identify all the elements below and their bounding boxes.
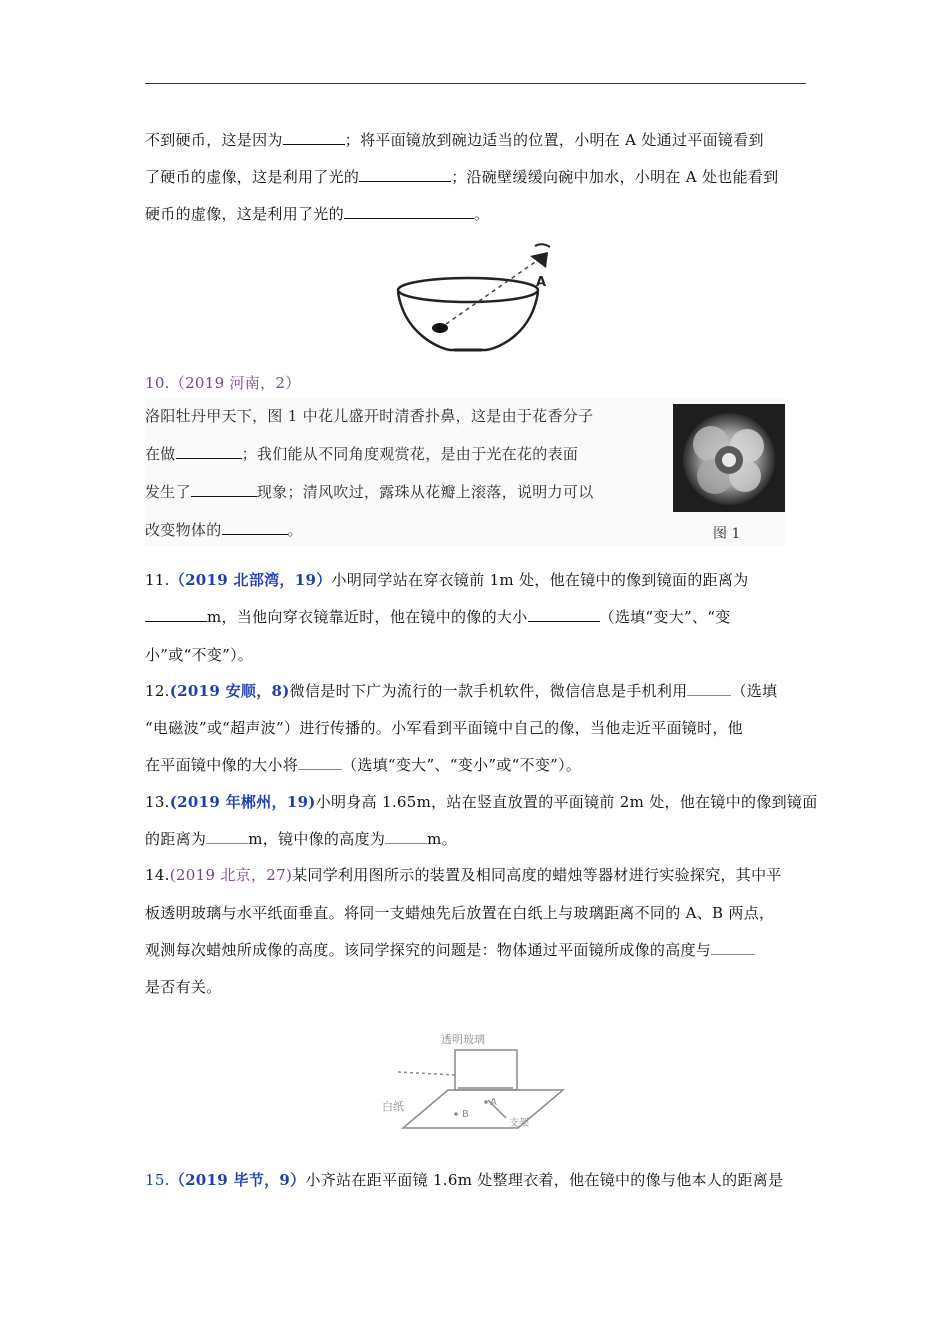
q10-line-4 [145,520,645,540]
point-b-label: B [462,1109,469,1120]
white-paper [403,1090,563,1128]
answer-blank[interactable] [687,681,731,696]
q13-line-1 [145,792,818,812]
answer-blank[interactable] [711,940,755,955]
question-source: (2019 安顺，8) [169,682,290,700]
question-number: 15. [145,1171,170,1189]
q14-line-1 [145,865,806,885]
q9-line-3 [145,204,806,224]
q9-text: 硬币的虚像，这是利用了光的 [145,205,344,223]
q12-line-1 [145,681,806,701]
paper-label: 白纸 [382,1100,404,1113]
q13-line-2 [145,829,806,849]
answer-blank[interactable] [283,130,345,145]
question-number: 12. [145,682,170,700]
q13-text: m。 [427,830,457,848]
q11-line-2 [145,607,806,627]
question-number: 13. [145,793,170,811]
q10-header [145,373,806,393]
q10-text: 洛阳牡丹甲天下，图 1 中花儿盛开时清香扑鼻，这是由于花香分子 [145,407,594,425]
answer-blank[interactable] [344,204,474,219]
q12-text: 在平面镜中像的大小将 [145,756,299,774]
q11-text: m，当他向穿衣镜靠近时，他在镜中的像的大小 [207,608,528,626]
header-rule [145,83,806,84]
q9-text: ；沿碗壁缓缓向碗中加水，小明在 A 处也能看到 [451,168,779,186]
q14-line-3 [145,940,806,960]
question-source: (2019 北京，27) [169,866,293,884]
point-a-label: A [536,275,547,290]
figure-caption: 图 1 [713,526,741,542]
point-a-dot [484,1100,488,1104]
answer-blank[interactable] [385,829,427,844]
q13-text: 小明身高 1.65m，站在竖直放置的平面镜前 2m 处，他在镜中的像到镜面 [315,793,818,811]
q9-text: 。 [473,205,490,223]
peony-photo [673,404,785,512]
q9-text: ；将平面镜放到碗边适当的位置，小明在 A 处通过平面镜看到 [344,131,764,149]
q14-text: 某同学利用图所示的装置及相同高度的蜡烛等器材进行实验探究，其中平 [292,866,782,884]
glass-plate [455,1050,517,1090]
question-source: （2019 北部湾，19） [169,571,332,589]
q10-text: 改变物体的 [145,521,222,539]
question-number: 11. [145,571,170,589]
q14-line-2 [145,903,806,923]
answer-blank[interactable] [206,829,248,844]
stand-label: 支架 [509,1118,529,1129]
q11-line-1 [145,570,806,590]
answer-blank[interactable] [176,444,242,459]
question-number: 14. [145,866,170,884]
bowl-body [398,292,538,350]
answer-blank[interactable] [359,167,451,182]
glass-label: 透明玻璃 [441,1033,485,1046]
point-b-dot [454,1112,458,1116]
point-a-label: A [490,1097,497,1108]
coin-icon [432,323,448,333]
q10-line-1 [145,406,645,426]
sight-line [398,1072,455,1075]
q15-line-1 [145,1170,806,1190]
q11-text: （选填“变大”、“变 [599,608,731,626]
question-source: （2019 毕节，9） [169,1171,306,1189]
answer-blank[interactable] [298,755,342,770]
q10-text: 发生了 [145,483,191,501]
q9-line-1 [145,130,806,150]
q14-text: 是否有关。 [145,978,222,996]
q11-text: 小”或“不变”）。 [145,646,254,664]
q12-line-3 [145,755,806,775]
mirror-experiment-figure [378,1030,578,1130]
q9-text: 了硬币的虚像，这是利用了光的 [145,168,360,186]
q11-line-3 [145,645,806,665]
answer-blank[interactable] [145,607,207,622]
question-source: （2019 河南，2） [169,374,301,392]
question-source: (2019 年郴州，19) [169,793,316,811]
bowl-rim [398,278,538,302]
question-number: 10. [145,374,170,392]
q10-text: 在做 [145,445,176,463]
sight-line [446,260,538,324]
answer-blank[interactable] [528,607,600,622]
q12-line-2 [145,718,806,738]
q10-line-2 [145,444,645,464]
q14-text: 观测每次蜡烛所成像的高度。该同学探究的问题是：物体通过平面镜所成像的高度与 [145,941,712,959]
q12-text: 微信是时下广为流行的一款手机软件，微信信息是手机利用 [289,682,688,700]
q10-line-3 [145,482,645,502]
q14-text: 板透明玻璃与水平纸面垂直。将同一支蜡烛先后放置在白纸上与玻璃距离不同的 A、B 两点， [145,904,775,922]
q13-text: 的距离为 [145,830,207,848]
answer-blank[interactable] [191,482,257,497]
q10-text: ；我们能从不同角度观赏花，是由于光在花的表面 [241,445,579,463]
eye-icon [530,252,548,268]
q13-text: m，镜中像的高度为 [248,830,386,848]
q9-line-2 [145,167,806,187]
q11-text: 小明同学站在穿衣镜前 1m 处，他在镜中的像到镜面的距离为 [331,571,749,589]
bowl-figure [390,238,560,358]
q9-text: 不到硬币，这是因为 [145,131,283,149]
q12-text: “电磁波”或“超声波”）进行传播的。小军看到平面镜中自己的像，当他走近平面镜时，他 [145,719,743,737]
q15-text: 小齐站在距平面镜 1.6m 处整理衣着，他在镜中的像与他本人的距离是 [305,1171,784,1189]
q12-text: （选填 [731,682,778,700]
answer-blank[interactable] [222,520,288,535]
q10-text: 现象；清风吹过，露珠从花瓣上滚落，说明力可以 [256,483,594,501]
eyebrow-icon [535,244,550,247]
q14-line-4 [145,977,806,997]
q10-text: 。 [287,521,303,539]
q12-text: （选填“变大”、“变小”或“不变”）。 [342,756,582,774]
